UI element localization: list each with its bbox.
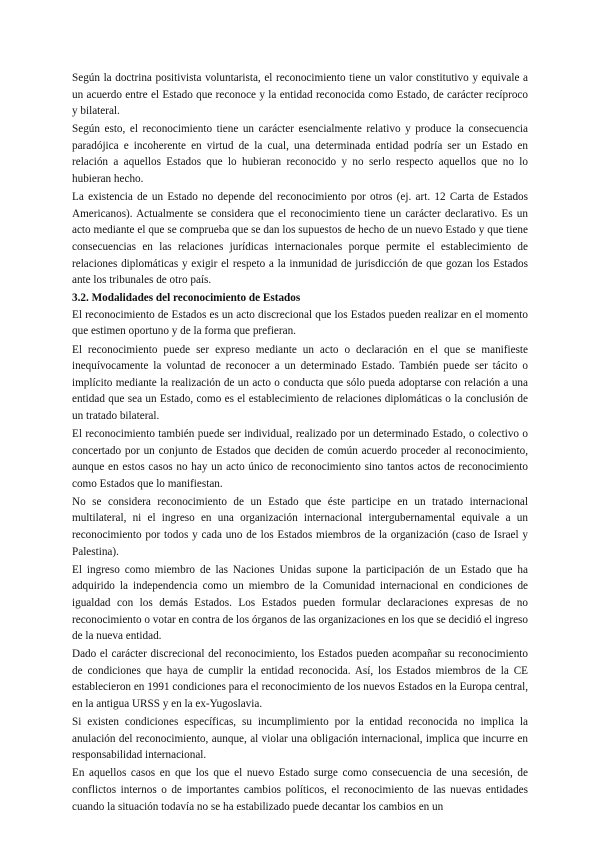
paragraph-tratado-multilateral: No se considera reconocimiento de un Estado que éste participe en un tratado internacional multilateral, ni el ingreso en una organización internacional intergubernamental equivale a un reconocimiento por todos y cada uno de los Estados miembros de la organización (caso de Israel y Palestina).: [72, 495, 528, 558]
paragraph-acto-discrecional: El reconocimiento de Estados es un acto discrecional que los Estados pueden realizar en el momento que estimen oportuno y de la forma que prefieran.: [72, 308, 528, 338]
paragraph-caracter-relativo: Según esto, el reconocimiento tiene un carácter esencialmente relativo y produce la consecuencia paradójica e incoherente en virtud de la cual, una determinada entidad podría ser un Estado en relación a aquellos Estados que lo hubieran reconocido y no serlo respecto aquellos que no lo hubieran hecho.: [72, 123, 528, 186]
paragraph-expreso-tacito: El reconocimiento puede ser expreso mediante un acto o declaración en el que se manifieste inequívocamente la voluntad de reconocer a un determinado Estado. También puede ser tácito o implícito mediante la realización de un acto o conducta que sólo pueda adoptarse con relación a una entidad que sea un Estado, como es el establecimiento de relaciones diplomáticas o la conclusión de un tratado bilateral.: [72, 343, 528, 422]
paragraph-individual-colectivo: El reconocimiento también puede ser individual, realizado por un determinado Estado, o colectivo o concertado por un conjunto de Estados que deciden de común acuerdo proceder al reconocimiento, aunque en estos casos no hay un acto único de reconocimiento sino tantos actos de reconocimiento como Estados que lo manifiestan.: [72, 427, 528, 490]
paragraph-secesion: En aquellos casos en que los que el nuevo Estado surge como consecuencia de una secesión, de conflictos internos o de importantes cambios políticos, el reconocimiento de las nuevas entidades cuando la situación todavía no se ha estabilizado puede decantar los cambios en un: [72, 767, 528, 813]
paragraph-doctrina-positivista: Según la doctrina positivista voluntarista, el reconocimiento tiene un valor constitutivo y equivale a un acuerdo entre el Estado que reconoce y la entidad reconocida como Estado, de carácter recíproco y bilateral.: [72, 72, 528, 118]
paragraph-naciones-unidas: El ingreso como miembro de las Naciones Unidas supone la participación de un Estado que ha adquirido la independencia como un miembro de la Comunidad internacional en condiciones de igualdad con los demás Estados. Los Estados pueden formular declaraciones expresas de no reconocimiento o votar en contra de los órganos de las organizaciones en los que se decidió el ingreso de la nueva entidad.: [72, 563, 528, 643]
paragraph-caracter-declarativo: La existencia de un Estado no depende del reconocimiento por otros (ej. art. 12 Carta de Estados Americanos). Actualmente se considera que el reconocimiento tiene un carácter declarativo. Es un acto mediante el que se comprueba que se dan los supuestos de hecho de un nuevo Estado y que tiene consecuencias en las relaciones jurídicas internacionales porque permite el establecimiento de relaciones diplomáticas y exigir el respeto a la inmunidad de jurisdicción de que gozan los Estados ante los tribunales de otro país.: [72, 191, 528, 287]
section-heading: 3.2. Modalidades del reconocimiento de Estados: [72, 292, 301, 305]
paragraph-incumplimiento: Si existen condiciones específicas, su incumplimiento por la entidad reconocida no implica la anulación del reconocimiento, aunque, al violar una obligación internacional, implica que incurre en responsabilidad internacional.: [72, 716, 528, 762]
document-page: [72, 70, 528, 817]
paragraph-condiciones: Dado el carácter discrecional del reconocimiento, los Estados pueden acompañar su reconocimiento de condiciones que haya de cumplir la entidad reconocida. Así, los Estados miembros de la CE establecieron en 1991 condiciones para el reconocimiento de los nuevos Estados en la Europa central, en la antigua URSS y en la ex-Yugoslavia.: [72, 648, 528, 710]
